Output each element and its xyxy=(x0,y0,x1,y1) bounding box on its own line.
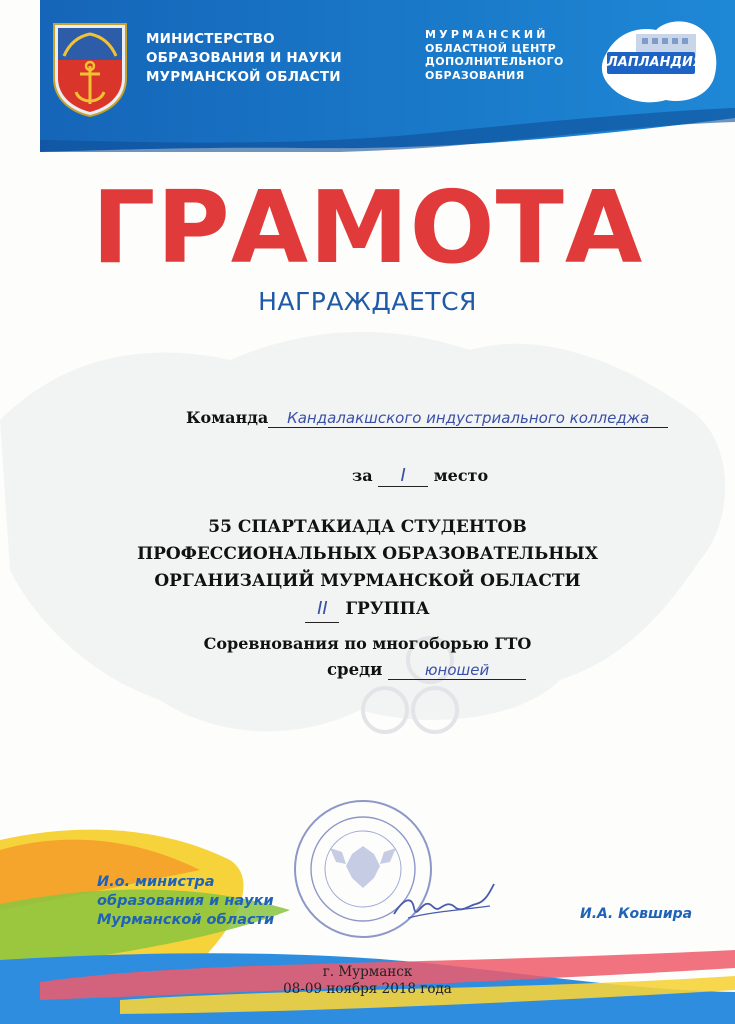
center-line: ОБЛАСТНОЙ ЦЕНТР xyxy=(425,41,557,55)
group-value: II xyxy=(305,595,339,623)
team-value: Кандалакшского индустриального колледжа xyxy=(268,409,668,428)
among-label: среди xyxy=(327,660,383,679)
event-line: ПРОФЕССИОНАЛЬНЫХ ОБРАЗОВАТЕЛЬНЫХ xyxy=(137,544,598,564)
laplandia-logo-text: ЛАПЛАНДИЯ xyxy=(607,52,695,74)
group-row xyxy=(0,595,735,623)
event-line: 55 СПАРТАКИАДА СТУДЕНТОВ xyxy=(208,517,527,537)
center-line: МУРМАНСКИЙ xyxy=(425,28,549,41)
ministry-name xyxy=(146,30,342,87)
ministry-line: ОБРАЗОВАНИЯ И НАУКИ xyxy=(146,50,342,66)
event-title xyxy=(0,514,735,623)
group-label: ГРУППА xyxy=(345,599,430,619)
center-line: ДОПОЛНИТЕЛЬНОГО xyxy=(425,55,564,68)
issue-date: 08-09 ноября 2018 года xyxy=(283,981,452,997)
issue-place-date xyxy=(0,964,735,998)
place-suffix: место xyxy=(433,466,489,485)
signatory-name: И.А. Ковшира xyxy=(580,906,693,922)
issue-city: г. Мурманск xyxy=(322,964,413,980)
ministry-line: МИНИСТЕРСТВО xyxy=(146,31,275,47)
place-row xyxy=(352,465,488,487)
place-value: I xyxy=(378,465,428,487)
signature xyxy=(390,878,500,930)
certificate-title: ГРАМОТА xyxy=(91,169,644,286)
event-line: ОРГАНИЗАЦИЙ МУРМАНСКОЙ ОБЛАСТИ xyxy=(154,571,581,591)
ministry-line: МУРМАНСКОЙ ОБЛАСТИ xyxy=(146,69,341,85)
center-name xyxy=(425,28,564,82)
signatory-line: образования и науки xyxy=(97,893,274,909)
team-row xyxy=(186,408,668,428)
competition-name: Соревнования по многоборью ГТО xyxy=(203,634,532,653)
signatory-line: И.о. министра xyxy=(97,874,215,890)
signatory-title xyxy=(97,873,274,930)
certificate-subtitle: НАГРАЖДАЕТСЯ xyxy=(258,287,477,316)
among-value: юношей xyxy=(388,661,526,680)
place-prefix: за xyxy=(352,466,373,485)
among-row xyxy=(327,660,526,680)
center-line: ОБРАЗОВАНИЯ xyxy=(425,68,525,82)
coat-of-arms-icon xyxy=(50,20,130,118)
team-label: Команда xyxy=(186,408,269,427)
signatory-line: Мурманской области xyxy=(97,912,275,928)
